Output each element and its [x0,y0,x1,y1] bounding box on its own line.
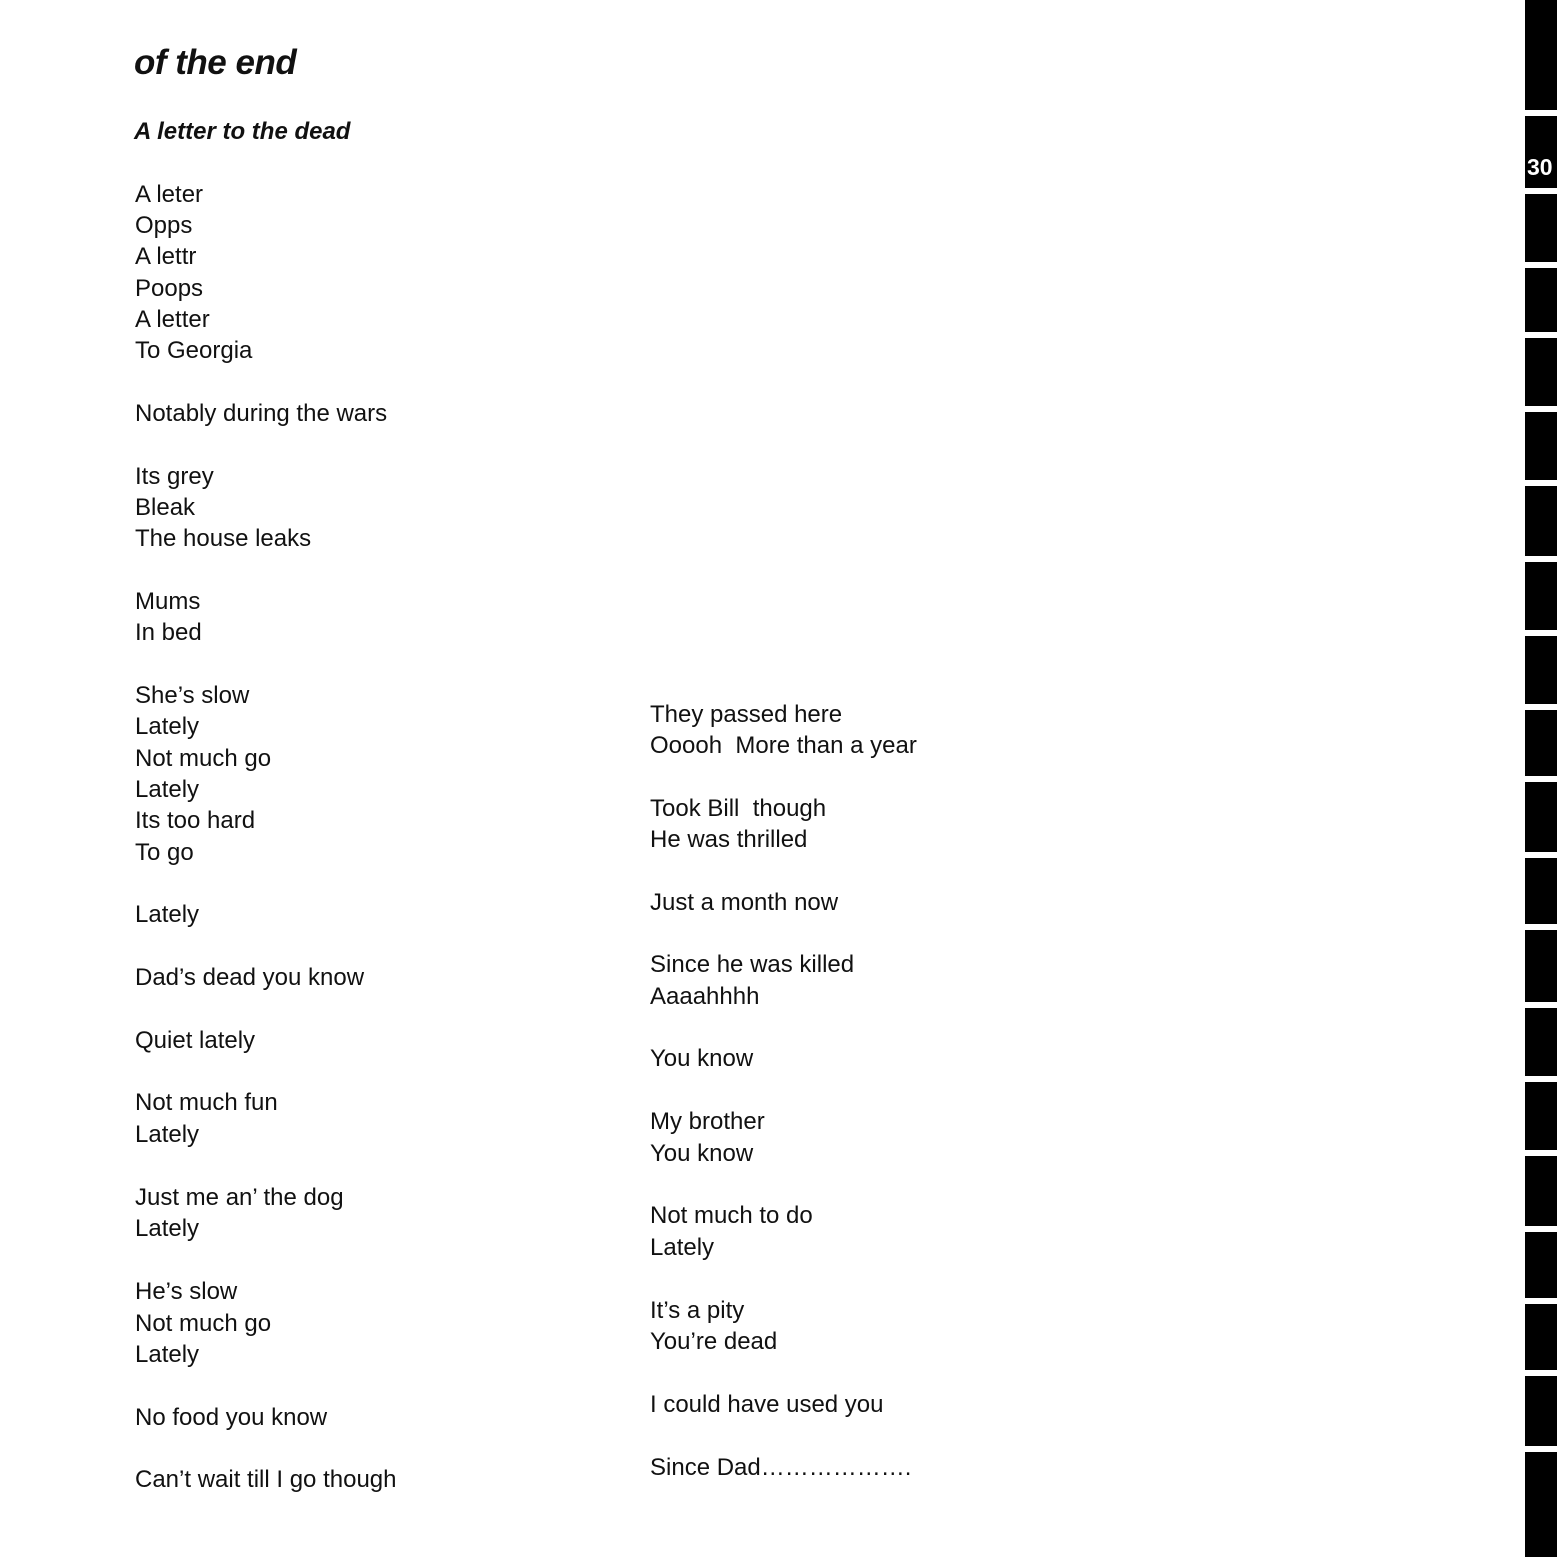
poem-line: Lately [135,1215,200,1242]
poem-line: A letter [135,306,210,333]
poem-line: Just me an’ the dog [135,1184,344,1211]
poem-line: Lately [135,1341,200,1368]
poem-line: Since he was killed [650,951,855,978]
index-tab [1525,562,1557,630]
poem-line: Just a month now [650,889,839,916]
poem-line: Ooooh More than a year [650,732,917,759]
poem-line: To go [135,839,194,866]
poem-line: You’re dead [650,1328,778,1355]
index-tab [1525,0,1557,110]
poem-line: Lately [135,1121,200,1148]
index-tab [1525,268,1557,332]
poem-line: Not much go [135,1310,272,1337]
poem-line: Mums [135,588,201,615]
poem-line: You know [650,1045,754,1072]
poem-line: My brother [650,1108,765,1135]
index-tab [1525,782,1557,852]
poem-line: They passed here [650,701,843,728]
poem-title: A letter to the dead [134,118,351,145]
index-tab [1525,1082,1557,1150]
poem-line: Lately [135,776,200,803]
index-tab [1525,930,1557,1002]
poem-line: Lately [135,901,200,928]
poem-line: She’s slow [135,682,250,709]
poem-line: Not much go [135,745,272,772]
poem-line: A lettr [135,243,197,270]
index-tab [1525,1376,1557,1446]
poem-line: It’s a pity [650,1297,745,1324]
index-tab [1525,1232,1557,1298]
index-tab [1525,1008,1557,1076]
poem-line: Bleak [135,494,196,521]
index-tab [1525,412,1557,480]
poem-line: Notably during the wars [135,400,388,427]
poem-line: Can’t wait till I go though [135,1466,397,1493]
index-tab [1525,1452,1557,1557]
poem-line: Opps [135,212,193,239]
poem-line: Its grey [135,463,214,490]
poem-line: In bed [135,619,202,646]
index-tab [1525,194,1557,262]
page-heading: of the end [134,43,297,82]
poem-line: Lately [650,1234,715,1261]
poem-line: To Georgia [135,337,253,364]
index-tab [1525,636,1557,704]
poem-line: Quiet lately [135,1027,256,1054]
page-number: 30 [1527,154,1553,180]
thumb-index-tabs [1525,0,1557,1557]
poem-line: Lately [135,713,200,740]
poem-line: Poops [135,275,204,302]
poem-line: He was thrilled [650,826,808,853]
poem-line: Since Dad………………. [650,1454,912,1481]
poem-line: No food you know [135,1404,328,1431]
poem-line: A leter [135,181,204,208]
poem-line: He’s slow [135,1278,238,1305]
poem-line: Aaaahhhh [650,983,760,1010]
index-tab [1525,1156,1557,1226]
poem-line: Not much fun [135,1089,278,1116]
poem-line: Took Bill though [650,795,827,822]
index-tab [1525,1304,1557,1370]
poem-line: I could have used you [650,1391,884,1418]
poem-line: You know [650,1140,754,1167]
index-tab [1525,338,1557,406]
index-tab [1525,858,1557,924]
poem-line: Its too hard [135,807,256,834]
index-tab [1525,486,1557,556]
poem-line: Dad’s dead you know [135,964,365,991]
index-tab [1525,710,1557,776]
poem-line: Not much to do [650,1202,813,1229]
poem-line: The house leaks [135,525,312,552]
